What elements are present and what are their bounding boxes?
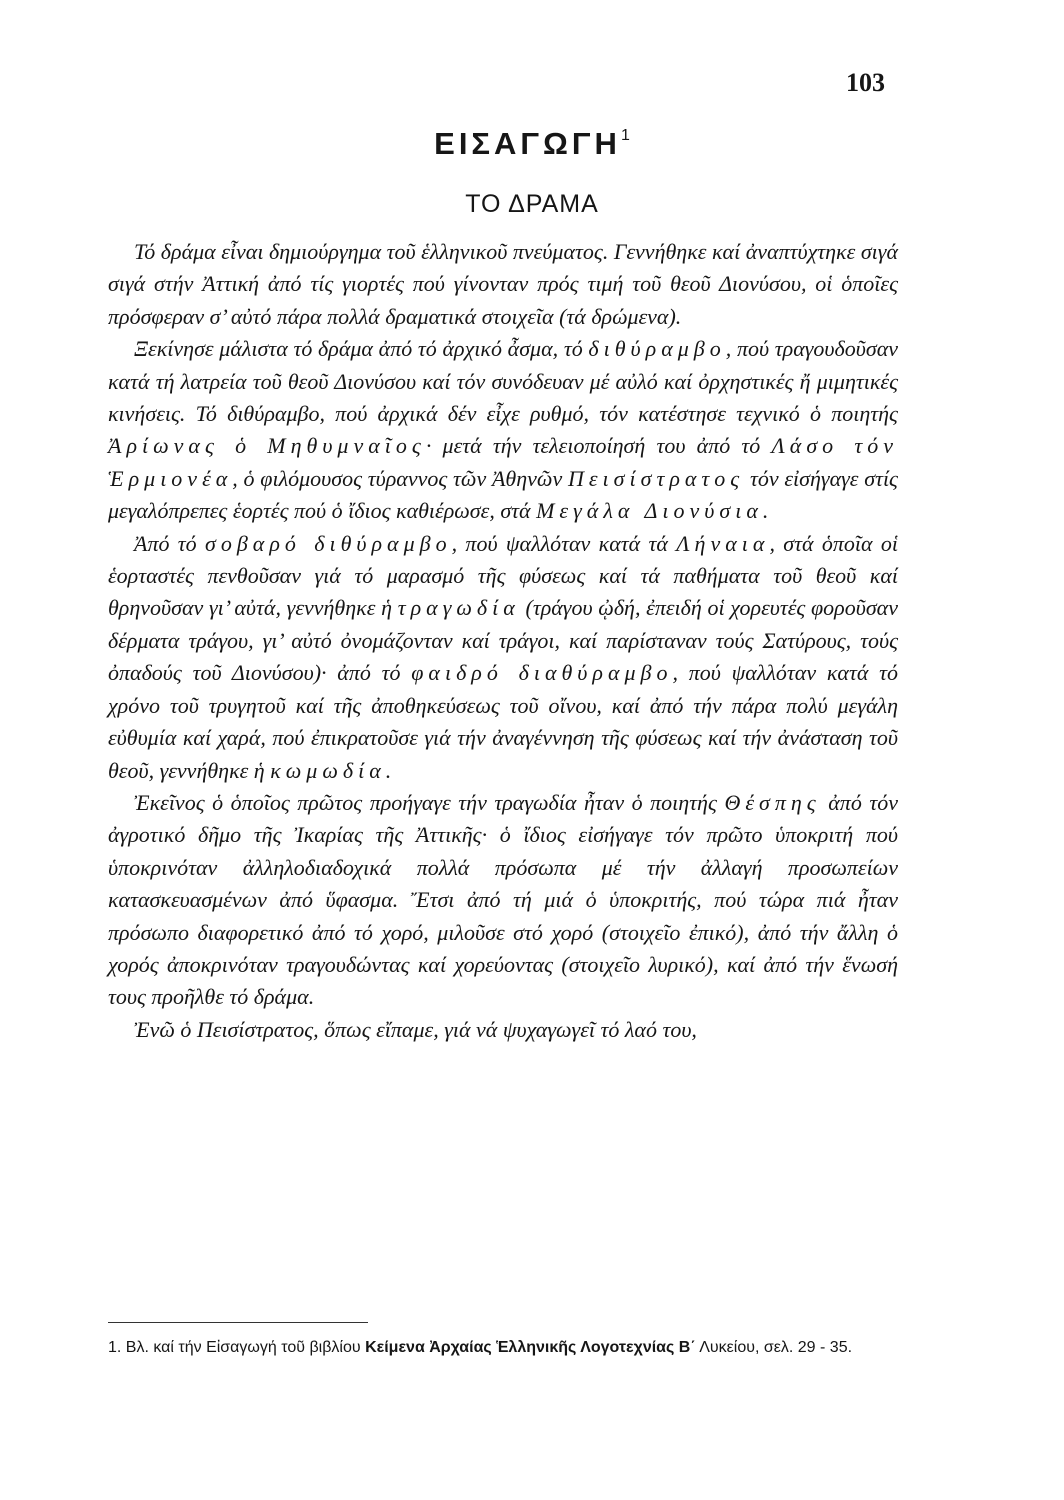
- text-run: Ἐκεῖνος ὁ ὁποῖος πρῶτος προήγαγε τήν τραγωδία ἦταν ὁ ποιητής: [134, 789, 725, 815]
- paragraph: [108, 1014, 898, 1046]
- paragraph: [108, 528, 898, 787]
- footnote-divider: [108, 1322, 368, 1323]
- text-run: , ὁ φιλόμουσος τύραννος τῶν Ἀθηνῶν: [232, 465, 568, 491]
- text-run: .: [385, 757, 392, 783]
- spaced-term: διθύραμβο: [588, 336, 726, 362]
- text-run: , στά ὁποῖα οἱ ἑορταστές πενθοῦσαν γιά τό μαρασμό τῆς φύσεως καί τά παθήματα τοῦ θεοῦ καί θρηνοῦσαν γι’ αὐτά, γεννήθηκε ἡ: [108, 530, 898, 621]
- text-run: (τράγου ᾠδή, ἐπειδή οἱ χορευτές φοροῦσαν δέρματα τράγου, γι’ αὐτό ὀνομάζονταν καί τράγοι, καί παρίσταναν τούς Σατύρους, τούς ὀπαδούς τοῦ Διονύσου)· ἀπό τό: [108, 595, 898, 686]
- spaced-term: Πεισίστρατος: [567, 465, 745, 491]
- chapter-title-text: ΕΙΣΑΓΩΓΗ: [434, 126, 621, 161]
- text-run: Ἀπό τό: [134, 530, 205, 556]
- text-run: τόν εἰσήγαγε στίς μεγαλόπρεπες ἑορτές πού ὁ ἴδιος καθιέρωσε, στά: [108, 465, 898, 524]
- text-run: Ξεκίνησε μάλιστα τό δράμα ἀπό τό ἀρχικό ἆσμα, τό: [134, 336, 589, 362]
- text-run: , πού τραγουδοῦσαν κατά τή λατρεία τοῦ θεοῦ Διονύσου καί τόν συνόδευαν μέ αὐλό καί ὀρχηστικές ἤ μιμητικές κινήσεις. Τό διθύραμβο, πού ἀρχικά δέν εἶχε ρυθμό, τόν κατέστησε τεχνικό ὁ ποιητής: [108, 336, 899, 427]
- spaced-term: Λήναια: [676, 530, 770, 556]
- footnote-suffix: Λυκείου, σελ. 29 - 35.: [695, 1339, 853, 1356]
- text-run: , πού ψαλλόταν κατά τά: [451, 530, 677, 556]
- spaced-term: φαιδρό διαθύραμβο: [411, 660, 673, 686]
- page-number: 103: [846, 68, 885, 97]
- footnote: [108, 1334, 898, 1362]
- section-subtitle: ΤΟ ΔΡΑΜΑ: [465, 190, 599, 218]
- paragraph: [108, 787, 898, 1014]
- spaced-term: Θέσπης: [724, 789, 821, 815]
- paragraph: [108, 333, 898, 527]
- text-run: Ἐνῶ ὁ Πεισίστρατος, ὅπως εἴπαμε, γιά νά ψυχαγωγεῖ τό λαό του,: [134, 1016, 697, 1042]
- paragraph: [108, 236, 898, 333]
- spaced-term: σοβαρό διθύραμβο: [205, 530, 452, 556]
- spaced-term: Ἀρίωνας ὁ Μηθυμναῖος: [108, 433, 426, 459]
- spaced-term: τραγωδία: [397, 595, 520, 621]
- text-run: Τό δράμα εἶναι δημιούργημα τοῦ ἑλληνικοῦ πνεύματος. Γεννήθηκε καί ἀναπτύχτηκε σιγά σιγά στήν Ἀττική ἀπό τίς γιορτές πού γίνονταν πρός τιμή τοῦ θεοῦ Διονύσου, οἱ ὁποῖες πρόσφεραν σ’ αὐτό πάρα πολλά δραματικά στοιχεῖα (τά δρώμενα).: [108, 239, 898, 329]
- text-run: ἀπό τόν ἀγροτικό δῆμο τῆς Ἰκαρίας τῆς Ἀττικῆς· ὁ ἴδιος εἰσήγαγε τόν πρῶτο ὑποκριτή πού ὑποκρινόταν ἀλληλοδιαδοχικά πολλά πρόσωπα μέ τήν ἀλλαγή προσωπείων κατασκευασμένων ἀπό ὕφασμα. Ἔτσι ἀπό τή μιά ὁ ὑποκριτής, πού τώρα πιά ἦταν πρόσωπο διαφορετικό ἀπό τό χορό, μιλοῦσε στό χορό (στοιχεῖο ἐπικό), ἀπό τήν ἄλλη ὁ χορός ἀποκρινόταν τραγουδώντας καί χορεύοντας (στοιχεῖο λυρικό), καί ἀπό τήν ἕνωσή τους προῆλθε τό δράμα.: [108, 789, 898, 1010]
- text-run: .: [762, 498, 769, 524]
- spaced-term: κωμωδία: [270, 757, 386, 783]
- spaced-term: Μεγάλα Διονύσια: [536, 498, 763, 524]
- chapter-title: [0, 126, 1064, 162]
- footnote-prefix: 1. Βλ. καί τήν Εἰσαγωγή τοῦ βιβλίου: [108, 1339, 366, 1356]
- spaced-term: Λάσο τόν Ἑρμιονέα: [108, 433, 899, 491]
- text-run: · μετά τήν τελειοποίησή του ἀπό τό: [425, 433, 772, 459]
- body-text: [108, 236, 898, 1046]
- text-run: , πού ψαλλόταν κατά τό χρόνο τοῦ τρυγητοῦ καί τῆς ἀποθηκεύσεως τοῦ οἴνου, καί ἀπό τήν πάρα πολύ μεγάλη εὐθυμία καί χαρά, πού ἐπικρατοῦσε γιά τήν ἀναγέννηση τῆς φύσεως καί τήν ἀνάσταση τοῦ θεοῦ, γεννήθηκε ἡ: [108, 660, 898, 783]
- footnote-book-title: Κείμενα Ἀρχαίας Ἑλληνικῆς Λογοτεχνίας Β΄: [365, 1339, 696, 1356]
- footnote-marker: 1: [620, 127, 630, 144]
